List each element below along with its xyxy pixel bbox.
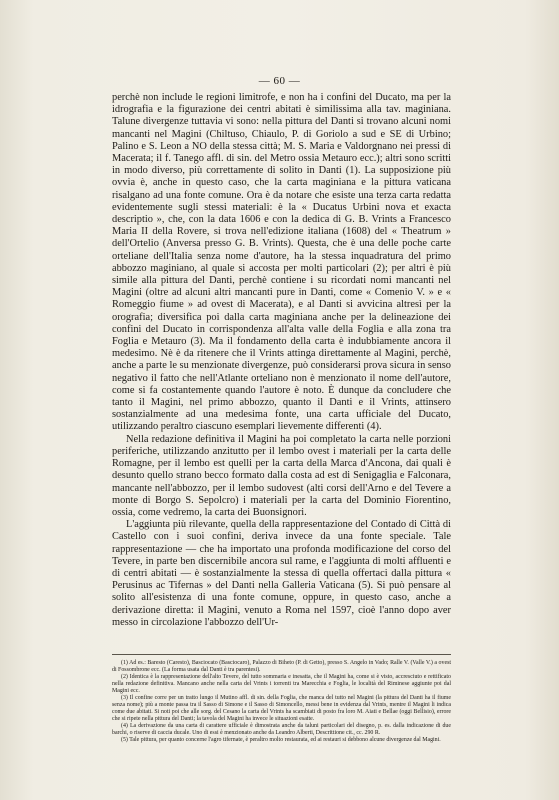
footnote-2: (2) Identica è la rappresentazione dell'alto Tevere, del tutto sommaria e inesatta, che il Magini ha, come si è visto, accresciuto e rettificato nella redazione definitiva. Mancano anche nella carta del Vrints i torrenti tra Marecchia e Foglia, le località del Riminese aggiunte poi dal Magini ecc. (112, 674, 451, 694)
footnote-3: (3) Il confine corre per un tratto lungo il Mutino affl. di sin. della Foglia, che manca del tutto nel Magini (la pittura del Danti ha il fiume senza nome); più a monte passa tra il Sasso di Simone e il Sasso di Simoncello, messi bene in evidenza dal Vrints, mentre il Magini li indica come due abitati. Si noti poi che alle sorg. del Cesano la carta del Vrints ha scambiati di posto fra loro M. Aiati e Bellae (oggi Bellisio), errore che si ripete nella pittura del Danti; la tavola del Magini ha invece le situazioni esatte. (112, 695, 451, 722)
footnote-4: (4) La derivazione da una carta di carattere ufficiale è dimostrata anche da taluni particolari del disegno, p. es. dalla indicazione di due barchi, o riserve di caccia ducale. Uno di essi è menzionato anche da Leandro Alberti, Descrittione cit., cc. 290 R. (112, 723, 451, 736)
footnote-separator (112, 654, 451, 655)
footnotes (112, 660, 451, 744)
paragraph-2: Nella redazione definitiva il Magini ha poi completato la carta nelle porzioni periferiche, utilizzando anzitutto per il lembo ovest i materiali per la carta delle Romagne, per il lembo est quelli per la carta della Marca d'Ancona, dai quali è desunto quello strano becco formato dalla costa ad est di Senigaglia e Falconara, mancante nell'abbozzo, per il lembo sudovest (alti corsi dell'Arno e del Tevere a monte di Borgo S. Sepolcro) i materiali per la carta del Dominio Fiorentino, ossia, come vedremo, la carta dei Buonsignori. (112, 433, 451, 518)
paragraph-1: perchè non include le regioni limitrofe, e non ha i confini del Ducato, ma per la idrografia e la figurazione dei centri abitati è similissima alla tav. maginiana. Talune divergenze tuttavia vi sono: nella pittura del Danti si trovano alcuni nomi mancanti nel Magini (Chiltuso, Chiaulo, P. di Goriolo a sud e SE di Urbino; Palino e S. Leon a NO della stessa città; M. S. Maria e Valdorgnano nei pressi di Macerata; il f. Tanego affl. di sin. del Metro ossia Metauro ecc.); altri sono scritti in modo diverso, più correttamente di solito in Danti (1). La supposizione più ovvia è, anche in questo caso, che la carta maginiana e la pittura vaticana risalgano ad una fonte comune. Ora è da notare che esiste una terza carta redatta evidentemente sugli stessi materiali: è la « Ducatus Urbini nova et exacta descriptio », che, con la data 1606 e con la dedica di G. B. Vrints a Francesco Maria II della Rovere, si trova nell'edizione italiana (1608) del « Theatrum » dell'Ortelio (Anversa presso G. B. Vrints). Questa, che è una delle poche carte orteliane dell'Italia senza nome d'autore, ha la stessa inquadratura del primo abbozzo maginiano, al quale si accosta per molti particolari (2); per altri è più simile alla pittura del Danti, perchè contiene i su ricordati nomi mancanti nel Magini (oltre ad alcuni altri mancanti pure in Danti, come « Comenio V. » e « Romeggio fiume » ad ovest di Macerata), e al Danti si avvicina altresì per la orografia; diversifica poi dalla carta maginiana anche per la delineazione dei confini del Ducato in corrispondenza all'alta valle della Foglia e alla zona tra Foglia e Metauro (3). Ma il fondamento della carta è indubbiamente ancora il medesimo. Nè è da ritenere che il Vrints attinga direttamente al Magini, perchè, anche a parte le su menzionate divergenze, può considerarsi prova sicura in senso negativo il fatto che nell'Atlante orteliano non è menzionato il nome dell'autore, come si fa costantemente quando l'autore è noto. È dunque da concludere che tanto il Magini, nel primo abbozzo, quanto il Danti e il Vrints, attinsero sostanzialmente ad una medesima fonte, una carta ufficiale del Ducato, utilizzando peraltro ciascuno esemplari lievemente differenti (4). (112, 92, 451, 433)
footnote-1: (1) Ad es.: Baresto (Caresto), Basciocato (Basciocaro), Palazzo di Biheto (P. di Getto), presso S. Angelo in Vado; Ralle V. (Valle V.) a ovest di Fossombrone ecc. (La forma usata dal Danti è tra parentesi). (112, 660, 451, 673)
footnote-5: (5) Tale pittura, per quanto concerne l'agro tifernate, è peraltro molto restaurata, ed ai restauri si debbono alcune divergenze dal Magini. (121, 737, 441, 744)
page-number: — 60 — (258, 75, 301, 87)
main-text (112, 92, 451, 629)
paragraph-3: L'aggiunta più rilevante, quella della rappresentazione del Contado di Città di Castello con i suoi confini, deriva invece da una fonte speciale. Tale rappresentazione — che ha importato una profonda modificazione del corso del Tevere, in parte ben discernibile ancora sul rame, e l'aggiunta di molti affluenti e di centri abitati — è sostanzialmente la stessa di quella offertaci dalla pittura « Perusinus ac Tifernas » del Danti nella Galleria Vaticana (5). Si può pensare al solito all'esistenza di una fonte comune, oppure, in questo caso, anche a derivazione diretta: il Magini, venuto a Roma nel 1597, cioè l'anno dopo aver messo in circolazione l'abbozzo dell'Ur- (112, 519, 451, 628)
